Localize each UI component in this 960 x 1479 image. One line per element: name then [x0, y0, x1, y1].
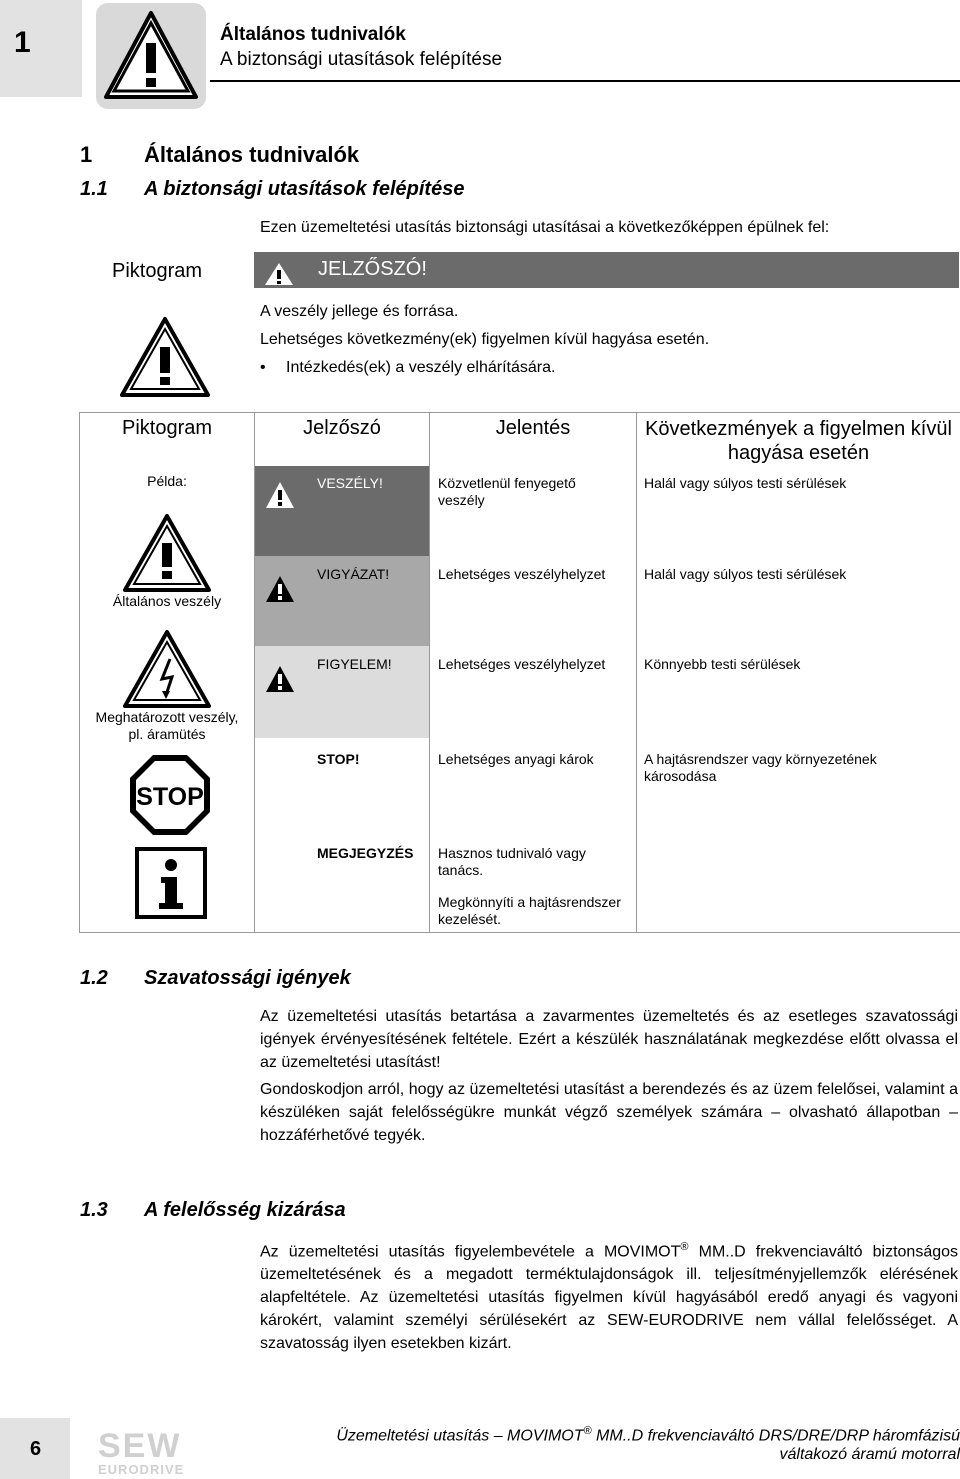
header-rule	[210, 80, 960, 82]
signal-word: JELZŐSZÓ!	[318, 258, 427, 280]
example-label: Példa:	[147, 473, 187, 489]
row-note-meaning-2: Megkönnyíti a hajtásrendszer kezelését.	[438, 894, 621, 927]
section-1-2-title: Szavatossági igények	[144, 967, 351, 989]
row-warning-meaning: Lehetséges veszélyhelyzet	[438, 566, 606, 582]
warning-triangle-icon	[265, 481, 295, 509]
footer-registered-mark: ®	[583, 1425, 592, 1437]
consequence-text: Lehetséges következmény(ek) figyelmen kívül hagyása esetén.	[260, 331, 710, 348]
section-1-title: Általános tudnivalók	[144, 142, 360, 167]
section-1-3-title: A felelősség kizárása	[144, 1199, 346, 1221]
bullet: •	[260, 359, 266, 376]
table-header-meaning: Jelentés	[495, 417, 571, 439]
footer-title	[260, 1425, 960, 1445]
row-note-word: MEGJEGYZÉS	[317, 845, 414, 861]
row-stop-consequence: A hajtásrendszer vagy környezetének károsodása	[644, 751, 877, 784]
section-1-3-paragraph	[260, 1236, 958, 1355]
section-1-1-number: 1.1	[80, 178, 108, 200]
header-subtitle: A biztonsági utasítások felépítése	[220, 49, 503, 70]
logo-eurodrive: EURODRIVE	[98, 1462, 185, 1477]
warning-triangle-icon	[264, 262, 294, 286]
table-header-pictogram: Piktogram	[121, 417, 213, 439]
row-caution-consequence: Könnyebb testi sérülések	[644, 656, 801, 672]
section-1-2-paragraph-1: Az üzemeltetési utasítás betartása a zavarmentes üzemeltetés és az esetleges szavatossági igények érvényesítésének feltétele. Ezért a készülék használatának megkezdése előtt olvassa el az üzemeltetési utasítást!	[260, 1008, 958, 1071]
section-1-3-text-a: Az üzemeltetési utasítás figyelembevétele a MOVIMOT	[260, 1243, 681, 1261]
header-warning-badge	[96, 3, 206, 109]
row-caution-meaning: Lehetséges veszélyhelyzet	[438, 656, 606, 672]
row-warning-consequence: Halál vagy súlyos testi sérülések	[644, 566, 847, 582]
section-1-2-paragraph-2: Gondoskodjon arról, hogy az üzemeltetési utasítást a berendezés és az üzem felelősei, valamint a készüléken saját felelősségükre munkát végző személyek számára – olvasható állapotban – hozzáférhetővé tegyék.	[260, 1081, 958, 1144]
chapter-number-tab	[0, 0, 82, 97]
row-danger-consequence: Halál vagy súlyos testi sérülések	[644, 475, 847, 491]
hazard-nature-text: A veszély jellege és forrása.	[260, 303, 459, 320]
section-1-2-number: 1.2	[80, 967, 108, 989]
stop-sign-icon	[128, 753, 212, 837]
table-header-consequences: Következmények a figyelmen kívül hagyása esetén	[645, 418, 952, 464]
chapter-number: 1	[14, 26, 31, 59]
row-danger-meaning: Közvetlenül fenyegető veszély	[438, 475, 576, 508]
row-danger-word: VESZÉLY!	[317, 475, 383, 491]
row-warning-word: VIGYÁZAT!	[317, 566, 390, 582]
section-1-3-text-b: MM..D frekvenciaváltó biztonságos üzemeltetésének és a megadott terméktulajdonságok ill. teljesítményjellemzők elérésének alapfeltétele. Az üzemeltetési utasítás figyelmen kívül hagyásából eredő anyagi és vagyoni károkért, valamint személyi sérülésekért az SEW-EURODRIVE nem vállal felelősséget. A szavatosság ilyen esetekben kizárt.	[260, 1243, 959, 1353]
footer-text-b: MM..D frekvenciaváltó DRS/DRE/DRP háromfázisú	[591, 1427, 960, 1445]
section-1-1-title: A biztonsági utasítások felépítése	[144, 178, 465, 200]
stop-sign-text: STOP	[136, 783, 204, 811]
row-caution-word: FIGYELEM!	[317, 656, 392, 672]
warning-triangle-icon	[265, 665, 295, 693]
warning-triangle-icon	[96, 3, 206, 109]
info-icon	[135, 847, 207, 919]
page-number: 6	[30, 1438, 42, 1460]
specific-danger-label: Meghatározott veszély,	[95, 709, 239, 725]
specific-danger-label-2: pl. áramütés	[128, 726, 206, 742]
pictogram-label: Piktogram	[112, 260, 203, 282]
header-title: Általános tudnivalók	[220, 24, 406, 45]
section-1-number: 1	[80, 142, 93, 167]
general-danger-icon	[122, 513, 212, 593]
sew-eurodrive-logo	[98, 1427, 185, 1477]
footer-text-a: Üzemeltetési utasítás – MOVIMOT	[336, 1427, 584, 1445]
registered-mark: ®	[680, 1241, 689, 1253]
table-header-signal-word: Jelzőszó	[303, 417, 381, 439]
signal-word-table	[79, 412, 960, 933]
logo-sew: SEW	[98, 1427, 182, 1465]
section-1-1-intro: Ezen üzemeltetési utasítás biztonsági utasításai a következőképpen épülnek fel:	[260, 219, 830, 236]
row-stop-word: STOP!	[317, 751, 360, 767]
warning-triangle-icon	[265, 575, 295, 603]
row-stop-meaning: Lehetséges anyagi károk	[438, 751, 594, 767]
footer-title-line-2: váltakozó áramú motorral	[779, 1446, 960, 1463]
measures-text: Intézkedés(ek) a veszély elhárítására.	[286, 359, 556, 376]
warning-triangle-icon	[118, 315, 212, 399]
electric-shock-icon	[122, 629, 212, 709]
row-note-meaning: Hasznos tudnivaló vagy tanács.	[438, 845, 586, 878]
general-danger-label: Általános veszély	[112, 593, 222, 609]
section-1-3-number: 1.3	[80, 1199, 108, 1221]
